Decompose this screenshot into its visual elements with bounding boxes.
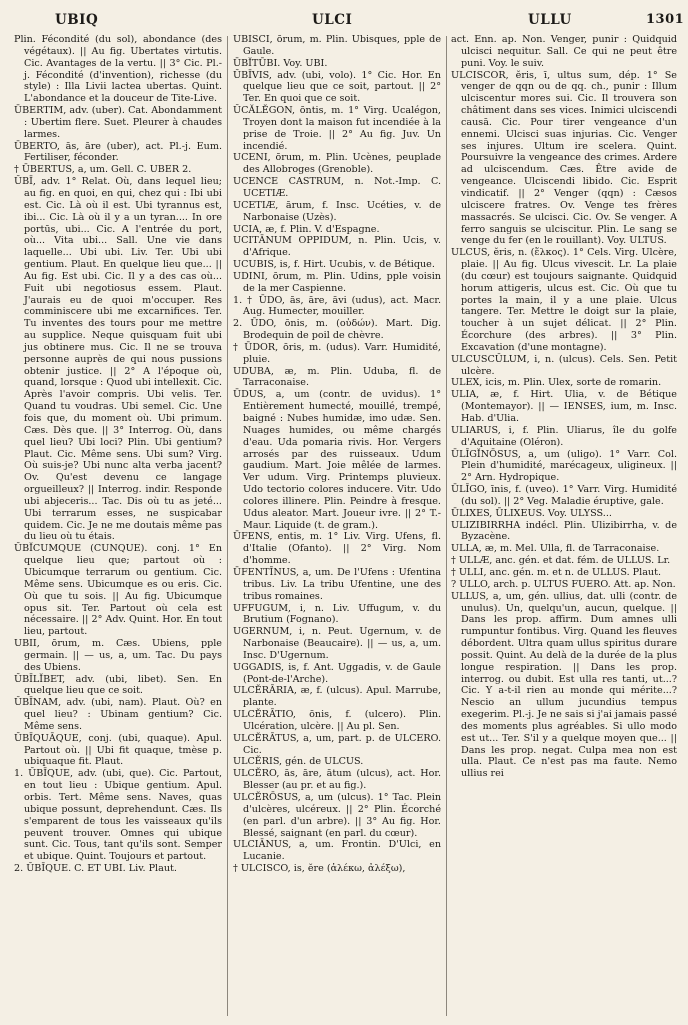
dictionary-entry: ŪLĪGO, īnis, f. (uveo). 1° Varr. Virg. Humidité (du sol). || 2° Veg. Maladie éruptive, gale.	[451, 484, 677, 507]
column-divider	[446, 36, 447, 1016]
dictionary-entry: ULCĔRĀTIO, ōnis, f. (ulcero). Plin. Ulcération, ulcère. || Au pl. Sen.	[233, 709, 441, 732]
dictionary-entry: act. Enn. ap. Non. Venger, punir : Quidquid ulcisci nequitur. Sall. Ce qui ne peut être puni. Voy. le suiv.	[451, 34, 677, 69]
dictionary-entry: ULCUSCŬLUM, i, n. (ulcus). Cels. Sen. Petit ulcère.	[451, 353, 677, 377]
middle-guide-word: ULCI	[312, 12, 353, 28]
dictionary-entry: ŪBĬTŪBI. Voy. UBI.	[233, 57, 328, 69]
dictionary-entry: ULCIĀNUS, a, um. Frontin. D'Ulci, en Lucanie.	[233, 839, 441, 863]
dictionary-entry: ULCĔRIS, gén. de ULCUS.	[233, 756, 364, 768]
dictionary-column-middle	[233, 34, 441, 1019]
dictionary-entry: ŬBĪLĬBET, adv. (ubi, libet). Sen. En quelque lieu que ce soit.	[14, 673, 222, 697]
dictionary-entry: ŪBERTIM, adv. (uber). Cat. Abondamment : Ubertim flere. Suet. Pleurer à chaudes larmes.	[14, 105, 222, 140]
dictionary-entry: ULCĔRĀRIA, æ, f. (ulcus). Apul. Marrube, plante.	[233, 685, 441, 709]
dictionary-entry: ? ULLO, arch. p. ULTUS FUERO. Att. ap. Non.	[451, 578, 676, 590]
dictionary-entry: UCETIÆ, ārum, f. Insc. Ucéties, v. de Narbonaise (Uzès).	[233, 199, 441, 223]
dictionary-entry: ŬBĪNAM, adv. (ubi, nam). Plaut. Où? en quel lieu? : Ubinam gentium? Cic. Même sens.	[14, 697, 222, 732]
dictionary-entry: ULCĔRŌSUS, a, um (ulcus). 1° Tac. Plein d'ulcères, ulcéreux. || 2° Plin. Écorché (en parl. d'un arbre). || 3° Au fig. Hor. Blessé, saignant (en parl. du cœur).	[233, 792, 441, 839]
dictionary-entry: ŪDUS, a, um (contr. de uvidus). 1° Entièrement humecté, mouillé, trempé, baigné : Nubes humidæ, imo udæ. Sen. Nuages humides, ou même chargés d'eau. Uda pomaria rivis. Hor. Vergers arrosés par des ruisseaux. Udum gaudium. Mart. Joie mêlée de larmes. Ver udum. Virg. Printemps pluvieux. Udo tectorio colores inducere. Vitr. Udo colores illinere. Plin. Peindre à fresque. Udus aleator. Mart. Joueur ivre. || 2° T.-Maur. Liquide (t. de gram.).	[233, 389, 441, 531]
dictionary-entry: ULIA, æ, f. Hirt. Ulia, v. de Bétique (Montemayor). || — IENSES, ium, m. Insc. Hab. d'Ulia.	[451, 389, 677, 424]
dictionary-entry: UBISCI, ōrum, m. Plin. Ubisques, pple de Gaule.	[233, 34, 441, 57]
dictionary-entry: ŬBĬCUMQUE (CUNQUE). conj. 1° En quelque lieu que; partout où : Ubicumque terrarum ou gentium. Cic. Même sens. Ubicumque es ou eris. Cic. Où que tu sois. || Au fig. Ubicumque opus sit. Ter. Partout où cela est nécessaire. || 2° Adv. Quint. Hor. En tout lieu, partout.	[14, 543, 222, 638]
dictionary-entry: ULEX, icis, m. Plin. Ulex, sorte de romarin.	[451, 377, 662, 389]
dictionary-entry: UCIA, æ, f. Plin. V. d'Espagne.	[233, 223, 380, 235]
dictionary-entry: UCENCE CASTRUM, n. Not.-Imp. C. UCETIÆ.	[233, 176, 441, 199]
dictionary-entry: † ULLI, anc. gén. m. et n. de ULLUS. Plaut.	[451, 566, 661, 578]
dictionary-entry: UCUBIS, is, f. Hirt. Ucubis, v. de Bétique.	[233, 259, 435, 271]
right-guide-word: ULLU	[528, 12, 572, 28]
dictionary-entry: ULCĔRO, ās, āre, ātum (ulcus), act. Hor. Blesser (au pr. et au fig.).	[233, 768, 441, 792]
dictionary-entry: ŪFENS, entis, m. 1° Liv. Virg. Ufens, fl. d'Italie (Ofanto). || 2° Virg. Nom d'homme.	[233, 531, 441, 567]
dictionary-entry: UFFUGUM, i, n. Liv. Uffugum, v. du Brutium (Fognano).	[233, 602, 441, 626]
dictionary-entry: ULLUS, a, um, gén. ullius, dat. ulli (contr. de unulus). Un, quelqu'un, aucun, quelque. || Dans les prop. affirm. Dum amnes ulli rumpuntur fontibus. Virg. Quand les fleuves débordent. Ultra quam ullus spiritus durare possit. Quint. Au delà de la durée de la plus longue respiration. || Dans les prop. interrog. ou dubit. Est ulla res tanti, ut...? Cic. Y a-t-il rien au monde qui mérite...? Nescio an ullum jucundius tempus exegerim. Pl.-j. Je ne sais si j'ai jamais passé des moments plus agréables. Si ullo modo est ut... Ter. S'il y a quelque moyen que... || Dans les prop. negat. Culpa mea non est ulla. Plaut. Ce n'est pas ma faute. Nemo ullius rei	[451, 590, 677, 780]
dictionary-column-right	[451, 34, 677, 1019]
dictionary-entry: ŪLĪGĬNŌSUS, a, um (uligo). 1° Varr. Col. Plein d'humidité, marécageux, uligineux. || 2° Arn. Hydropique.	[451, 448, 677, 484]
dictionary-entry: 2. ŬBĪQUE. C. ET UBI. Liv. Plaut.	[14, 863, 177, 875]
dictionary-entry: † ULCISCO, is, ĕre (ἀλέκω, ἀλέξω),	[233, 863, 406, 875]
dictionary-entry: ULIZIBIRRHA indécl. Plin. Ulizibirrha, v. de Byzacène.	[451, 519, 677, 543]
dictionary-entry: 1. † ŪDO, ās, āre, āvi (udus), act. Macr. Aug. Humecter, mouiller.	[233, 294, 441, 318]
page-header	[0, 0, 688, 34]
dictionary-entry: ŬBĪ, adv. 1° Relat. Où, dans lequel lieu; au fig. en quoi, en qui, chez qui : Ibi ubi est. Cic. Là où il est. Ubi tyrannus est, ibi... Cic. Là où il y a un tyran.... In ore portūs, ubi... Cic. A l'entrée du port, où... Vita ubi... Sall. Une vie dans laquelle... Ubi ubi. Liv. Ter. Ubi ubi gentium. Plaut. En quelque lieu que... || Au fig. Est ubi. Cic. Il y a des cas où... Fuit ubi negotiosus essem. Plaut. J'aurais eu de quoi m'occuper. Res comminiscere ubi me excarnifices. Ter. Tu inventes des tours pour me mettre au supplice. Neque quisquam fuit ubi jus obtinere mus. Cic. Il ne se trouva personne auprès de qui nous pussions obtenir justice. || 2° A l'époque où, quand, lorsque : Quod ubi intellexit. Cic. Après l'avoir compris. Ubi velis. Ter. Quand tu voudras. Ubi semel. Cic. Une fois que, du moment où. Ubi primum. Cæs. Dès que. || 3° Interrog. Où, dans quel lieu? Ubi loci? Plin. Ubi gentium? Plaut. Cic. Même sens. Ubi sum? Virg. Où suis-je? Ubi nunc alta verba jacent? Ov. Qu'est devenu ce langage orgueilleux? || Interrog. indir. Responde ubi abjeceris... Tac. Dis où tu as jeté... Ubi terrarum esses, ne suspicabar quidem. Cic. Je ne me doutais même pas du lieu où tu étais.	[14, 176, 222, 543]
dictionary-entry: UCITĀNUM OPPIDUM, n. Plin. Ucis, v. d'Afrique.	[233, 235, 441, 259]
left-guide-word: UBIQ	[55, 12, 99, 28]
dictionary-entry: UGGADIS, is, f. Ant. Uggadis, v. de Gaule (Pont-de-l'Arche).	[233, 661, 441, 685]
dictionary-entry: ŪLIXES, ŪLIXEUS. Voy. ULYSS...	[451, 507, 612, 519]
dictionary-entry: ŪFENTĪNUS, a, um. De l'Ufens : Ufentina tribus. Liv. La tribu Ufentine, une des tribus romaines.	[233, 566, 441, 602]
column-divider	[227, 36, 228, 1016]
dictionary-entry: ŬBĪQUĀQUE, conj. (ubi, quaque). Apul. Partout où. || Ubi fit quaque, tmèse p. ubiquaque fit. Plaut.	[14, 732, 222, 768]
dictionary-entry: ULIARUS, i, f. Plin. Uliarus, île du golfe d'Aquitaine (Oléron).	[451, 424, 677, 448]
dictionary-entry: ŬCĂLĔGON, ōntis, m. 1° Virg. Ucalégon, Troyen dont la maison fut incendiée à la prise de Troie. || 2° Au fig. Juv. Un incendié.	[233, 105, 441, 152]
dictionary-column-left	[14, 34, 222, 1019]
dictionary-entry: ŪBERTO, ās, āre (uber), act. Pl.-j. Eum. Fertiliser, féconder.	[14, 140, 222, 164]
dictionary-entry: ULCUS, ĕris, n. (ἕλκος). 1° Cels. Virg. Ulcère, plaie. || Au fig. Ulcus vivescit. Lr. La plaie (du cœur) est toujours saignante. Quidquid horum attigeris, ulcus est. Cic. Où que tu portes la main, il y a une plaie. Ulcus tangere. Ter. Mettre le doigt sur la plaie, toucher à un sujet délicat. || 2° Plin. Écorchure (des arbres). || 3° Plin. Excavation (d'une montagne).	[451, 247, 677, 353]
dictionary-entry: Plin. Fécondité (du sol), abondance (des végétaux). || Au fig. Ubertates virtutis. Cic. Avantages de la vertu. || 3° Cic. Pl.-j. Fécondité (d'invention), richesse (du style) : Illa Livii lactea ubertas. Quint. L'abondance et la douceur de Tite-Live.	[14, 34, 222, 105]
dictionary-entry: ULLA, æ, m. Mel. Ulla, fl. de Tarraconaise.	[451, 543, 660, 555]
dictionary-entry: ULCĔRĀTUS, a, um, part. p. de ULCERO. Cic.	[233, 732, 441, 756]
dictionary-entry: UDUBA, æ, m. Plin. Uduba, fl. de Tarraconaise.	[233, 365, 441, 389]
dictionary-entry: UDINI, ōrum, m. Plin. Udins, pple voisin de la mer Caspienne.	[233, 270, 441, 294]
dictionary-entry: UCENI, ōrum, m. Plin. Ucènes, peuplade des Allobroges (Grenoble).	[233, 152, 441, 176]
dictionary-entry: ŬBĪVIS, adv. (ubi, volo). 1° Cic. Hor. En quelque lieu que ce soit, partout. || 2° Ter. En quoi que ce soit.	[233, 69, 441, 105]
dictionary-entry: † ŪDOR, ōris, m. (udus). Varr. Humidité, pluie.	[233, 341, 441, 365]
page-number: 1301	[646, 12, 685, 27]
dictionary-entry: ULCISCOR, ĕris, ī, ultus sum, dép. 1° Se venger de qqn ou de qq. ch., punir : Illum ulciscentur mores sui. Cic. Il trouvera son châtiment dans ses vices. Inimici ulciscendi causā. Cic. Pour tirer vengeance d'un ennemi. Ulcisci suas injurias. Cic. Venger ses injures. Ultum ire scelera. Quint. Poursuivre la vengeance des crimes. Ardere ad ulciscendum. Cæs. Être avide de vengeance. Ulciscendi libido. Cic. Esprit vindicatif. || 2° Venger (qqn) : Cæsos ulciscere fratres. Ov. Venge tes frères massacrés. Se ulcisci. Cic. Ov. Se venger. A ferro sanguis se ulciscitur. Plin. Le sang se venge du fer (en le rouillant). Voy. ULTUS.	[451, 69, 677, 247]
dictionary-entry: UGERNUM, i, n. Peut. Ugernum, v. de Narbonaise (Beaucaire). || — us, a, um. Insc. D'Ugernum.	[233, 626, 441, 661]
dictionary-entry: 2. ŪDO, ōnis, m. (οὐδών). Mart. Dig. Brodequin de poil de chèvre.	[233, 318, 441, 342]
dictionary-entry: † ULLÆ, anc. gén. et dat. fém. de ULLUS. Lr.	[451, 555, 671, 567]
dictionary-entry: 1. ŬBĪQUE, adv. (ubi, que). Cic. Partout, en tout lieu : Ubique gentium. Apul. orbis. Tert. Même sens. Naves, quas ubique possunt, deprehendunt. Cæs. Ils s'emparent de tous les vaisseaux qu'ils peuvent trouver. Omnes qui ubique sunt. Cic. Tous, tant qu'ils sont. Semper et ubique. Quint. Toujours et partout.	[14, 768, 222, 863]
dictionary-entry: † ŪBERTUS, a, um. Gell. C. UBER 2.	[14, 164, 192, 176]
dictionary-entry: UBII, ōrum, m. Cæs. Ubiens, pple germain. || — us, a, um. Tac. Du pays des Ubiens.	[14, 638, 222, 673]
